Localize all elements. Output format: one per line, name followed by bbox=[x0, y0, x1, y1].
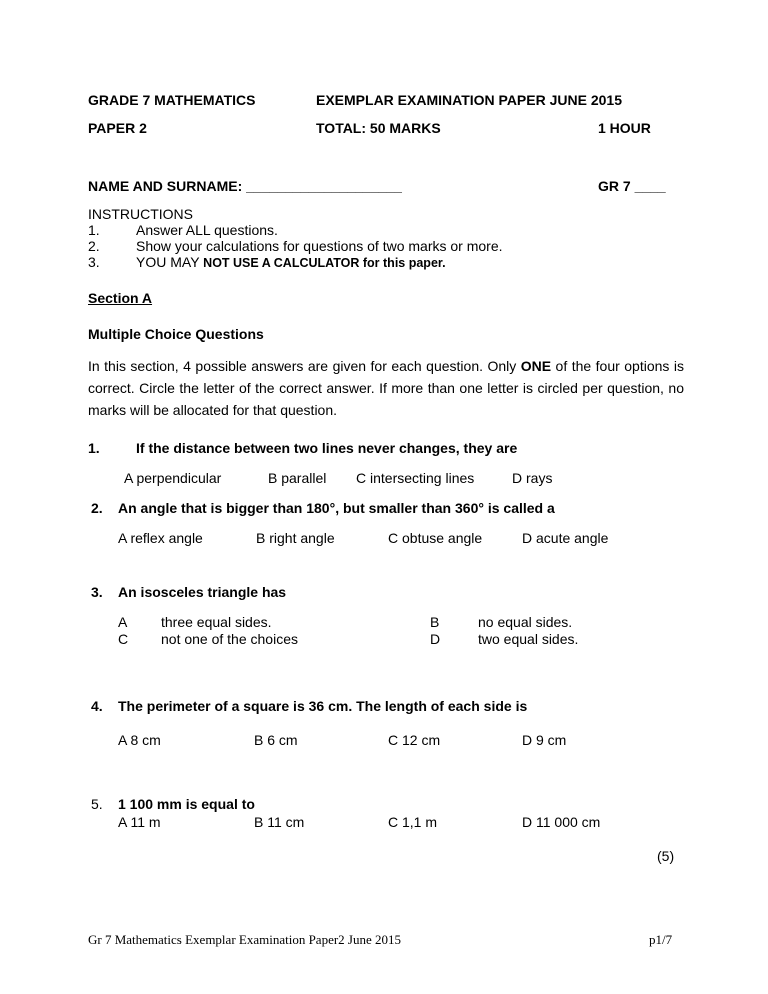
question-1-option-c[interactable]: C intersecting lines bbox=[356, 470, 475, 486]
header-exam-title: EXEMPLAR EXAMINATION PAPER JUNE 2015 bbox=[316, 92, 622, 108]
question-4-option-c[interactable]: C 12 cm bbox=[388, 732, 441, 748]
question-5-option-c[interactable]: C 1,1 m bbox=[388, 814, 438, 830]
question-3-option-a-text[interactable]: three equal sides. bbox=[161, 614, 272, 630]
question-2-number: 2. bbox=[91, 500, 103, 516]
section-marks: (5) bbox=[657, 848, 675, 864]
question-3-number: 3. bbox=[91, 584, 103, 600]
question-1-option-b[interactable]: B parallel bbox=[268, 470, 327, 486]
instruction-3-normal: YOU MAY bbox=[136, 254, 204, 270]
question-5-option-d[interactable]: D 11 000 cm bbox=[522, 814, 601, 830]
question-5-number: 5. bbox=[91, 796, 103, 812]
question-4-number: 4. bbox=[91, 698, 103, 714]
question-4-option-b[interactable]: B 6 cm bbox=[254, 732, 298, 748]
section-subtitle: Multiple Choice Questions bbox=[88, 326, 264, 342]
intro-bold: ONE bbox=[520, 358, 552, 374]
instruction-1-number: 1. bbox=[88, 222, 100, 238]
section-intro bbox=[88, 355, 684, 421]
header-duration: 1 HOUR bbox=[598, 120, 651, 136]
footer-title: Gr 7 Mathematics Exemplar Examination Paper2 June 2015 bbox=[88, 932, 402, 947]
question-1-option-d[interactable]: D rays bbox=[512, 470, 553, 486]
question-3-option-d-letter[interactable]: D bbox=[430, 631, 441, 647]
question-4-option-a[interactable]: A 8 cm bbox=[118, 732, 161, 748]
instructions-title: INSTRUCTIONS bbox=[88, 206, 193, 222]
question-3-option-a-letter[interactable]: A bbox=[118, 614, 128, 630]
question-3-option-c-letter[interactable]: C bbox=[118, 631, 129, 647]
header-grade: GRADE 7 MATHEMATICS bbox=[88, 92, 256, 108]
question-1-option-a[interactable]: A perpendicular bbox=[124, 470, 222, 486]
header-paper: PAPER 2 bbox=[88, 120, 147, 136]
question-5-option-b[interactable]: B 11 cm bbox=[254, 814, 305, 830]
question-3-option-c-text[interactable]: not one of the choices bbox=[161, 631, 298, 647]
intro-after: of the four options is correct. Circle the letter of the correct answer. If more than one letter is circled per question, no marks will be allocated for that question. bbox=[88, 358, 684, 418]
question-2-text: An angle that is bigger than 180°, but smaller than 360° is called a bbox=[118, 500, 555, 516]
instruction-1-text: Answer ALL questions. bbox=[136, 222, 278, 238]
question-2-option-b[interactable]: B right angle bbox=[256, 530, 335, 546]
instruction-2-number: 2. bbox=[88, 238, 100, 254]
question-2-option-c[interactable]: C obtuse angle bbox=[388, 530, 483, 546]
instruction-3-number: 3. bbox=[88, 254, 100, 270]
question-3-option-b-text[interactable]: no equal sides. bbox=[478, 614, 573, 630]
instruction-2-text: Show your calculations for questions of two marks or more. bbox=[136, 238, 503, 254]
page-number: p1/7 bbox=[649, 932, 673, 947]
question-3-option-d-text[interactable]: two equal sides. bbox=[478, 631, 579, 647]
question-1-number: 1. bbox=[88, 440, 100, 456]
question-3-option-b-letter[interactable]: B bbox=[430, 614, 440, 630]
section-title: Section A bbox=[88, 290, 153, 306]
question-1-text: If the distance between two lines never changes, they are bbox=[136, 440, 518, 456]
name-surname-field[interactable]: NAME AND SURNAME: ____________________ bbox=[88, 178, 402, 194]
question-4-option-d[interactable]: D 9 cm bbox=[522, 732, 567, 748]
question-5-text: 1 100 mm is equal to bbox=[118, 796, 255, 812]
class-field[interactable]: GR 7 ____ bbox=[598, 178, 666, 194]
instruction-3-text bbox=[136, 254, 446, 270]
instruction-3-bold: NOT USE A CALCULATOR for this paper. bbox=[203, 256, 446, 270]
question-5-option-a[interactable]: A 11 m bbox=[118, 814, 161, 830]
header-total-marks: TOTAL: 50 MARKS bbox=[316, 120, 441, 136]
question-2-option-d[interactable]: D acute angle bbox=[522, 530, 609, 546]
question-3-text: An isosceles triangle has bbox=[118, 584, 287, 600]
question-2-option-a[interactable]: A reflex angle bbox=[118, 530, 203, 546]
question-4-text: The perimeter of a square is 36 cm. The length of each side is bbox=[118, 698, 528, 714]
intro-before: In this section, 4 possible answers are given for each question. Only bbox=[88, 358, 521, 374]
